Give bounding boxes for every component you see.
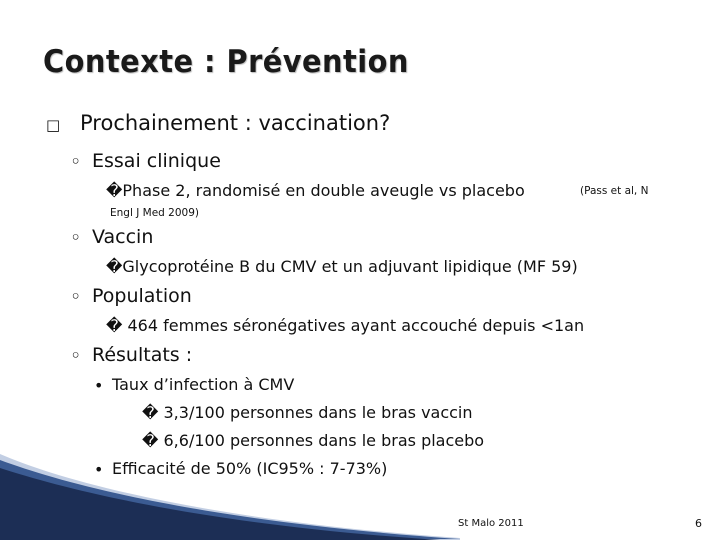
section-heading-vaccin: Vaccin (92, 226, 154, 248)
square-bullet-icon: □ (46, 116, 61, 134)
page-number: 6 (695, 517, 702, 530)
result-efficacy: Efficacité de 50% (IC95% : 7-73%) (112, 459, 388, 478)
slide-title (43, 44, 409, 80)
detail-essai-ref1: (Pass et al, N (580, 185, 649, 197)
circle-bullet-icon: ◦ (70, 286, 82, 308)
circle-bullet-icon: ◦ (70, 345, 82, 367)
circle-bullet-icon: ◦ (70, 151, 82, 173)
decorative-swoosh (0, 440, 720, 540)
result-placebo-arm: � 6,6/100 personnes dans le bras placebo (142, 431, 485, 450)
section-heading-resultats: Résultats : (92, 344, 193, 366)
section-heading-essai: Essai clinique (92, 150, 221, 172)
detail-essai-line1: �Phase 2, randomisé en double aveugle vs placebo (106, 181, 525, 200)
detail-vaccin: �Glycoprotéine B du CMV et un adjuvant lipidique (MF 59) (106, 257, 578, 276)
result-vaccine-arm: � 3,3/100 personnes dans le bras vaccin (142, 403, 473, 422)
slide-title-main: Contexte : (43, 44, 227, 80)
detail-essai-ref2: Engl J Med 2009) (110, 207, 199, 219)
section-heading-population: Population (92, 285, 192, 307)
dot-bullet-icon: • (94, 376, 104, 395)
dot-bullet-icon: • (94, 460, 104, 479)
lead-text: Prochainement : vaccination? (80, 111, 391, 135)
slide-title-sub: Prévention (226, 44, 409, 80)
circle-bullet-icon: ◦ (70, 227, 82, 249)
footer-event: St Malo 2011 (458, 518, 524, 529)
result-infection-rate: Taux d’infection à CMV (112, 375, 295, 394)
detail-population: � 464 femmes séronégatives ayant accouché depuis <1an (106, 316, 585, 335)
